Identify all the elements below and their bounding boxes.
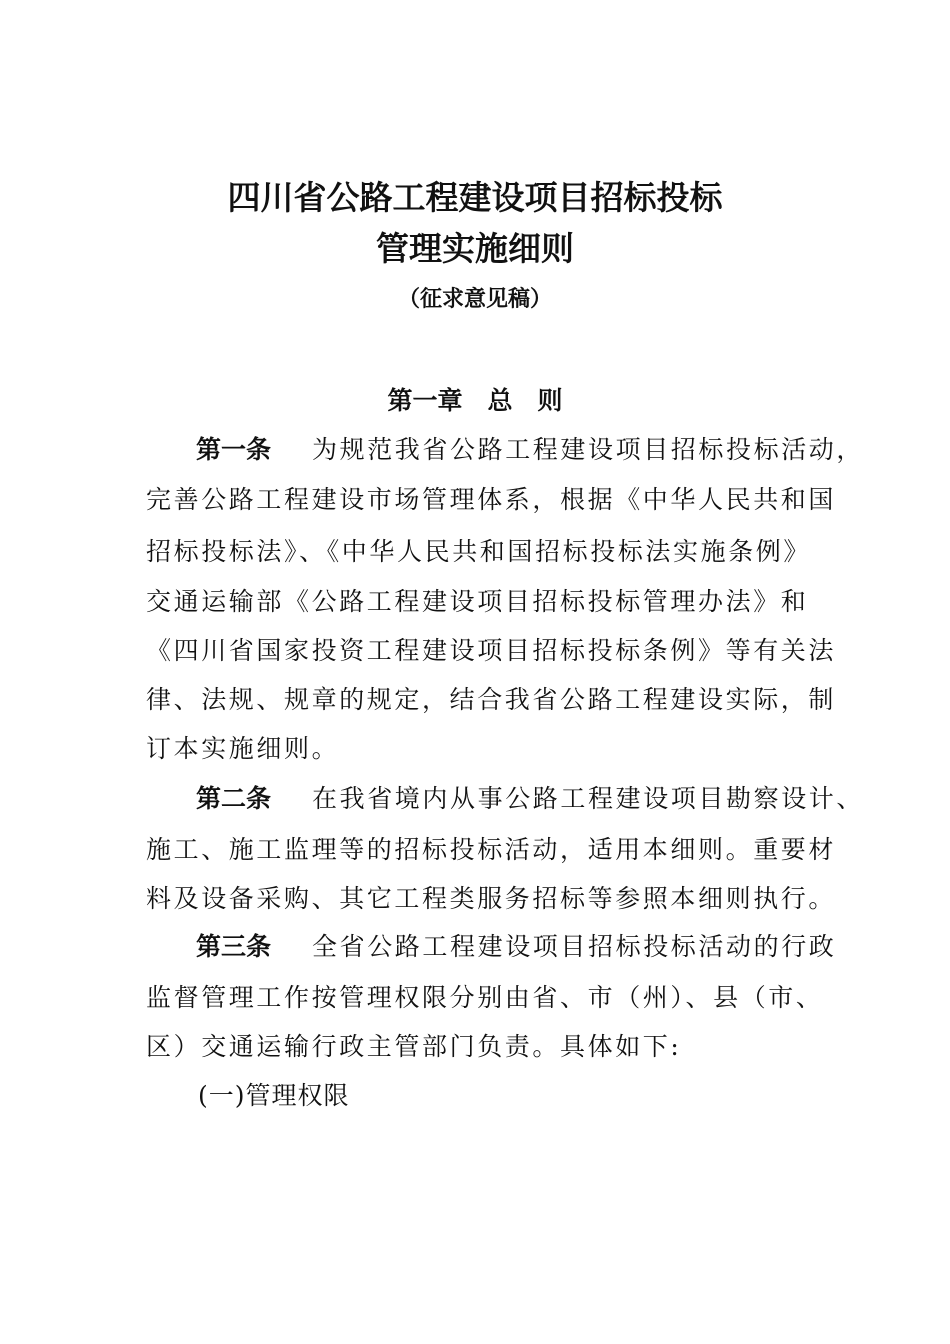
article-1-label: 第一条 (196, 435, 272, 464)
chapter-name: 总 则 (487, 386, 563, 415)
article-1-text-line: 订本实施细则。 (146, 734, 340, 763)
article-2-first-line (196, 782, 865, 816)
document-title-line-1: 四川省公路工程建设项目招标投标 (227, 178, 723, 217)
article-3-text-line: 监督管理工作按管理权限分别由省、市（州）、县（市、 (146, 983, 824, 1012)
article-3-text-line: 全省公路工程建设项目招标投标活动的行政 (312, 932, 837, 961)
article-1-text-line: 为规范我省公路工程建设项目招标投标活动， (312, 435, 865, 464)
article-1-text-line: 交通运输部《公路工程建设项目招标投标管理办法》和 (146, 587, 809, 616)
article-2-label: 第二条 (196, 784, 272, 813)
article-2-text-line: 施工、施工监理等的招标投标活动，适用本细则。重要材 (146, 835, 837, 864)
document-subtitle: （征求意见稿） (397, 287, 552, 312)
chapter-number: 第一章 (387, 386, 463, 415)
article-1-text-line: 《四川省国家投资工程建设项目招标投标条例》等有关法 (146, 636, 837, 665)
article-2-text-line: 在我省境内从事公路工程建设项目勘察设计、 (312, 784, 865, 813)
article-3-text-line: 区）交通运输行政主管部门负责。具体如下: (146, 1032, 682, 1061)
article-3-first-line (196, 930, 837, 964)
article-1-text-line: 完善公路工程建设市场管理体系，根据《中华人民共和国 (146, 485, 837, 514)
document-title-line-2: 管理实施细则 (376, 229, 574, 268)
article-1-text-line: 律、法规、规章的规定，结合我省公路工程建设实际，制 (146, 685, 837, 714)
article-1-text-line: 招标投标法》、《中华人民共和国招标投标法实施条例》 (146, 537, 812, 566)
article-1-first-line (196, 433, 865, 467)
article-2-text-line: 料及设备采购、其它工程类服务招标等参照本细则执行。 (146, 884, 837, 913)
chapter-heading (0, 385, 950, 417)
article-3-label: 第三条 (196, 932, 272, 961)
item-management-authority: (一)管理权限 (198, 1081, 350, 1110)
